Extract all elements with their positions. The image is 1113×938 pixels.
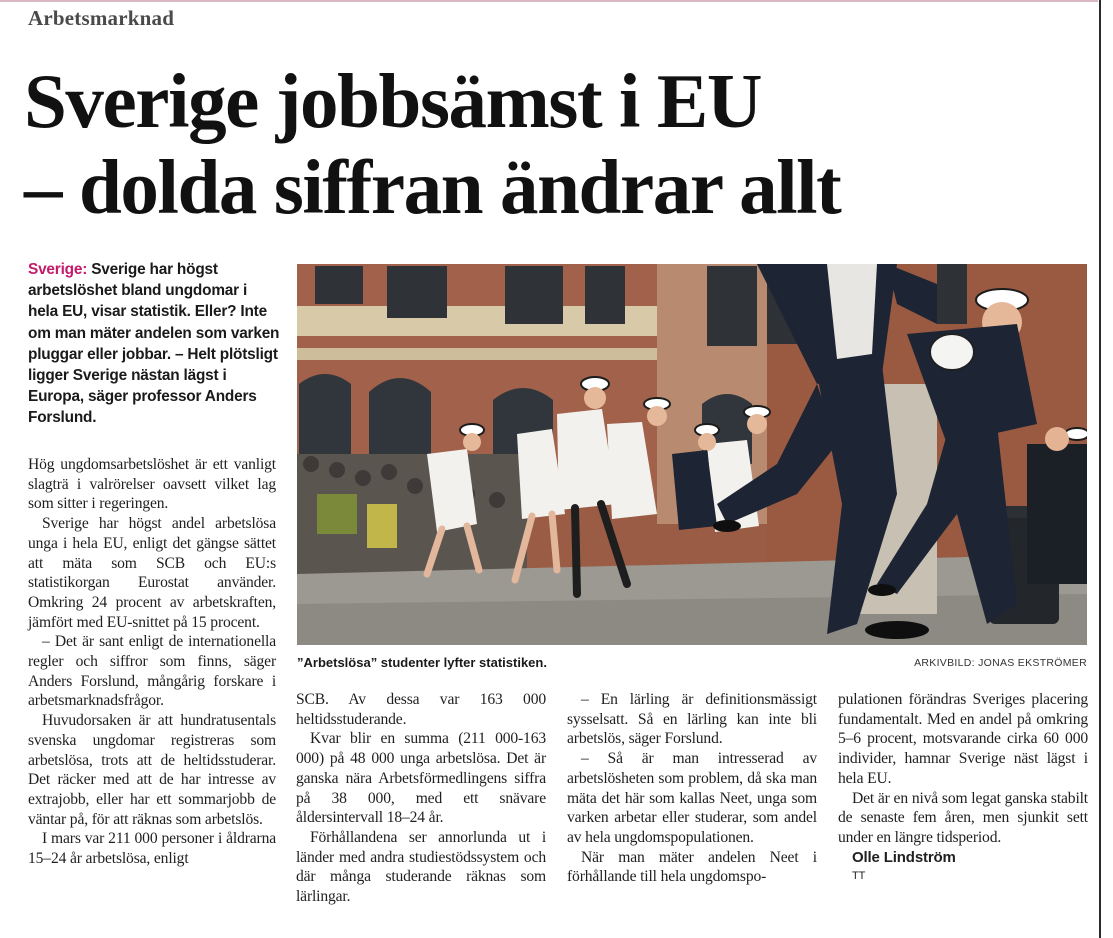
- body-paragraph: Det är en nivå som legat ganska stabilt de senaste fem åren, men sjunkit sett under en längre tidsperiod.: [838, 789, 1088, 846]
- body-paragraph: I mars var 211 000 personer i åldrarna 15–24 år arbetslösa, enligt: [28, 830, 276, 868]
- headline-line-1: Sverige jobbsämst i EU: [24, 58, 762, 144]
- body-paragraph: – En lärling är definitionsmässigt sysselsatt. Så en lärling kan inte bli arbetslös, säger Forslund.: [567, 691, 817, 748]
- body-paragraph: Kvar blir en summa (211 000-163 000) på 48 000 unga arbetslösa. Det är ganska nära Arbetsförmedlingens siffra på 38 000, med ett snävare åldersintervall 18–24 år.: [296, 730, 546, 827]
- headline: [24, 58, 1084, 230]
- byline-agency: TT: [852, 870, 866, 883]
- body-paragraph: Hög ungdomsarbetslöshet är ett vanligt slagträ i valrörelser oavsett vilket lag som sitter i regeringen.: [28, 456, 276, 513]
- photo-credit: ARKIVBILD: JONAS EKSTRÖMER: [914, 657, 1087, 669]
- body-paragraph: SCB. Av dessa var 163 000 heltidsstuderande.: [296, 691, 546, 728]
- ingress: [28, 259, 280, 429]
- body-paragraph: Huvudorsaken är att hundratusentals svenska ungdomar registreras som arbetslösa, trots att de heltidsstuderar. Det räcker med att de har intresse av extrajobb, eller har ett sommarjobb de väntar på, för att räknas som arbetslös.: [28, 712, 276, 828]
- photo-caption: ”Arbetslösa” studenter lyfter statistiken.: [297, 655, 547, 670]
- body-column-2: [296, 690, 546, 907]
- body-paragraph: När man mäter andelen Neet i förhållande till hela ungdomspo-: [567, 848, 817, 886]
- ingress-kicker: Sverige:: [28, 261, 88, 278]
- byline-author: Olle Lindström: [852, 848, 956, 866]
- headline-line-2: – dolda siffran ändrar allt: [24, 144, 841, 230]
- body-paragraph: Sverige har högst andel arbetslösa unga i hela EU, enligt det gängse sättet att mäta som SCB och EU:s statistikorgan Eurostat använder. Omkring 24 procent av arbetskraften, jämfört med EU-snittet på 15 procent.: [28, 515, 276, 631]
- article-photo: [297, 264, 1087, 645]
- body-paragraph: pulationen förändras Sveriges placering fundamentalt. Med en andel på omkring 5–6 procent, motsvarande cirka 60 000 individer, hamnar Sverige näst lägst i hela EU.: [838, 691, 1088, 787]
- body-column-3: [567, 690, 817, 887]
- ingress-text: Sverige har högst arbetslöshet bland ungdomar i hela EU, visar statistik. Eller? Inte om man mäter andelen som varken pluggar eller jobbar. – Helt plötsligt ligger Sverige nästan lägst i Europa, säger professor Anders Forslund.: [28, 261, 280, 427]
- body-column-1: [28, 455, 276, 869]
- page-edge: [1099, 0, 1113, 938]
- body-paragraph: – Det är sant enligt de internationella regler och siffror som finns, säger Anders Forslund, mångårig forskare i arbetsmarknadsfrågor.: [28, 633, 276, 710]
- body-paragraph: – Så är man intresserad av arbetslösheten som problem, då ska man mäta det här som kallas Neet, unga som varken arbetar eller studerar, som andel av hela ungdomspopulationen.: [567, 750, 817, 846]
- body-paragraph: Förhållandena ser annorlunda ut i länder med andra studiestödssystem och där många studerande räknas som lärlingar.: [296, 828, 546, 906]
- section-label: Arbetsmarknad: [28, 6, 175, 30]
- top-rule: [0, 0, 1098, 2]
- body-column-4: [838, 690, 1088, 887]
